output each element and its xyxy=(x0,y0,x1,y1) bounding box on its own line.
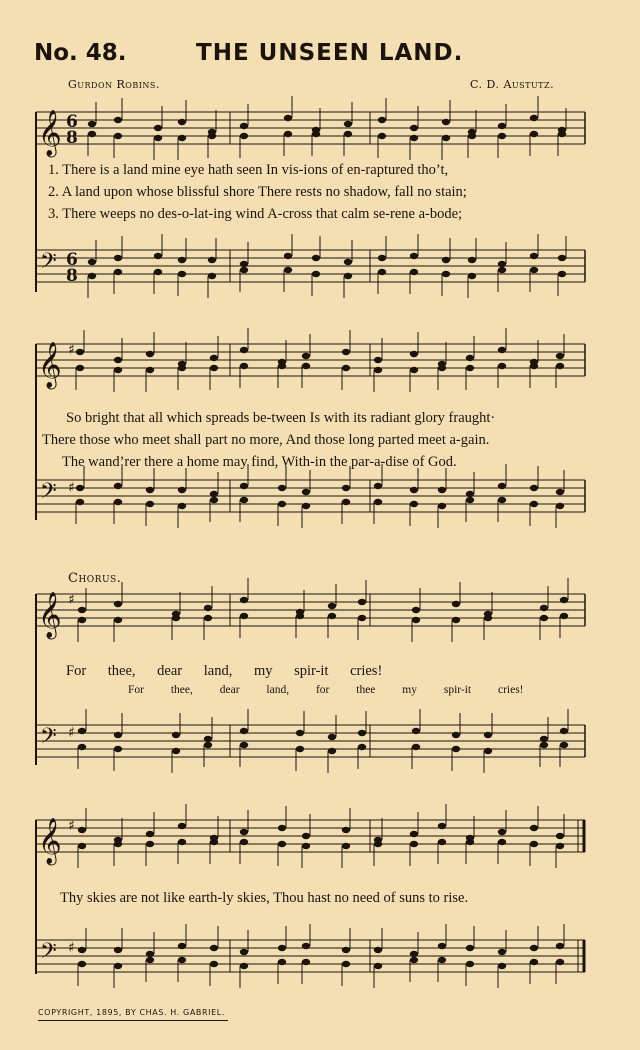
note-head xyxy=(498,829,506,835)
note-head xyxy=(240,839,248,845)
note-head xyxy=(442,257,450,263)
note-head xyxy=(312,131,320,137)
note-head xyxy=(560,742,568,748)
note-head xyxy=(556,489,564,495)
note-head xyxy=(560,728,568,734)
note-head xyxy=(146,501,154,507)
note-head xyxy=(466,497,474,503)
sharp-icon: ♯ xyxy=(68,940,75,956)
note-head xyxy=(410,957,418,963)
note-head xyxy=(358,615,366,621)
note-head xyxy=(498,123,506,129)
bass-clef-icon: 𝄢 xyxy=(40,939,57,969)
note-head xyxy=(146,951,154,957)
note-head xyxy=(530,115,538,121)
note-head xyxy=(240,597,248,603)
note-head xyxy=(556,833,564,839)
note-head xyxy=(344,121,352,127)
note-head xyxy=(78,827,86,833)
note-head xyxy=(78,947,86,953)
note-head xyxy=(114,601,122,607)
sharp-icon: ♯ xyxy=(68,725,75,741)
note-head xyxy=(410,269,418,275)
note-head xyxy=(328,603,336,609)
note-head xyxy=(378,269,386,275)
note-head xyxy=(178,839,186,845)
note-head xyxy=(284,267,292,273)
note-head xyxy=(240,267,248,273)
note-head xyxy=(146,351,154,357)
note-head xyxy=(452,732,460,738)
note-head xyxy=(442,119,450,125)
note-head xyxy=(178,257,186,263)
note-head xyxy=(412,728,420,734)
note-head xyxy=(410,487,418,493)
note-head xyxy=(378,255,386,261)
note-head xyxy=(278,363,286,369)
note-head xyxy=(114,841,122,847)
hymn-title: THE UNSEEN LAND. xyxy=(196,40,464,66)
note-head xyxy=(114,483,122,489)
note-head xyxy=(88,273,96,279)
sharp-icon: ♯ xyxy=(68,342,75,358)
note-head xyxy=(76,499,84,505)
note-head xyxy=(498,497,506,503)
note-head xyxy=(278,959,286,965)
note-head xyxy=(240,261,248,267)
note-head xyxy=(374,841,382,847)
note-head xyxy=(240,742,248,748)
note-head xyxy=(466,945,474,951)
note-head xyxy=(468,133,476,139)
note-head xyxy=(154,125,162,131)
chorus-label: Chorus. xyxy=(68,571,122,586)
note-head xyxy=(530,959,538,965)
note-head xyxy=(498,839,506,845)
note-head xyxy=(498,133,506,139)
note-head xyxy=(302,503,310,509)
note-head xyxy=(530,253,538,259)
note-head xyxy=(78,744,86,750)
chorus-line-1-echo: For thee, dear land, for thee my spir-it cries! xyxy=(128,684,524,696)
note-head xyxy=(76,365,84,371)
note-head xyxy=(498,363,506,369)
note-head xyxy=(556,353,564,359)
note-head xyxy=(530,841,538,847)
note-head xyxy=(114,117,122,123)
note-head xyxy=(410,253,418,259)
chorus-line-1: For thee, dear land, my spir-it cries! xyxy=(66,663,383,679)
note-head xyxy=(342,843,350,849)
note-head xyxy=(358,744,366,750)
note-head xyxy=(438,503,446,509)
note-head xyxy=(468,257,476,263)
note-head xyxy=(410,367,418,373)
note-head xyxy=(78,843,86,849)
note-head xyxy=(278,945,286,951)
note-head xyxy=(146,367,154,373)
note-head xyxy=(410,135,418,141)
note-head xyxy=(466,839,474,845)
note-head xyxy=(342,947,350,953)
treble-clef-icon: 𝄞 xyxy=(38,592,62,638)
note-head xyxy=(374,367,382,373)
note-head xyxy=(78,728,86,734)
verse-1-line-1: 1. There is a land mine eye hath seen In vis-ions of en-raptured tho’t, xyxy=(48,162,449,178)
note-head xyxy=(88,121,96,127)
note-head xyxy=(530,131,538,137)
note-head xyxy=(438,839,446,845)
note-head xyxy=(410,951,418,957)
note-head xyxy=(302,943,310,949)
note-head xyxy=(278,485,286,491)
sharp-icon: ♯ xyxy=(68,480,75,496)
chorus-line-2: Thy skies are not like earth-ly skies, Thou hast no need of suns to rise. xyxy=(60,890,469,906)
note-head xyxy=(114,367,122,373)
bass-clef-icon: 𝄢 xyxy=(40,479,57,509)
note-head xyxy=(296,613,304,619)
note-head xyxy=(302,833,310,839)
note-head xyxy=(114,269,122,275)
svg-text:8: 8 xyxy=(66,266,78,286)
note-head xyxy=(530,945,538,951)
note-head xyxy=(178,957,186,963)
note-head xyxy=(240,497,248,503)
note-head xyxy=(556,943,564,949)
sharp-icon: ♯ xyxy=(68,818,75,834)
note-head xyxy=(452,601,460,607)
note-head xyxy=(210,945,218,951)
note-head xyxy=(466,355,474,361)
note-head xyxy=(114,133,122,139)
verse-2-line-2: There those who meet shall part no more, And those long parted meet a-gain. xyxy=(42,432,490,448)
note-head xyxy=(412,607,420,613)
note-head xyxy=(302,489,310,495)
note-head xyxy=(240,949,248,955)
note-head xyxy=(146,831,154,837)
note-head xyxy=(302,363,310,369)
note-head xyxy=(88,259,96,265)
note-head xyxy=(438,823,446,829)
note-head xyxy=(530,501,538,507)
note-head xyxy=(358,599,366,605)
note-head xyxy=(410,125,418,131)
note-head xyxy=(540,742,548,748)
note-head xyxy=(240,123,248,129)
note-head xyxy=(540,605,548,611)
note-head xyxy=(114,617,122,623)
verse-3-line-1: 3. There weeps no des-o-lat-ing wind A-cross that calm se-rene a-bode; xyxy=(48,206,463,222)
note-head xyxy=(210,491,218,497)
note-head xyxy=(342,349,350,355)
treble-clef-icon: 𝄞 xyxy=(38,110,62,156)
note-head xyxy=(178,487,186,493)
note-head xyxy=(210,839,218,845)
note-head xyxy=(412,617,420,623)
note-head xyxy=(438,365,446,371)
note-head xyxy=(240,483,248,489)
note-head xyxy=(78,617,86,623)
note-head xyxy=(278,825,286,831)
note-head xyxy=(378,133,386,139)
note-head xyxy=(344,259,352,265)
treble-clef-icon: 𝄞 xyxy=(38,342,62,388)
copyright-rule xyxy=(38,1020,228,1021)
note-head xyxy=(204,736,212,742)
note-head xyxy=(530,485,538,491)
note-head xyxy=(374,947,382,953)
note-head xyxy=(114,963,122,969)
note-head xyxy=(146,487,154,493)
note-head xyxy=(342,499,350,505)
note-head xyxy=(210,365,218,371)
note-head xyxy=(466,961,474,967)
note-head xyxy=(284,131,292,137)
note-head xyxy=(78,961,86,967)
note-head xyxy=(204,605,212,611)
note-head xyxy=(484,615,492,621)
note-head xyxy=(498,483,506,489)
note-head xyxy=(178,365,186,371)
svg-text:6: 6 xyxy=(66,250,78,270)
svg-text:6: 6 xyxy=(66,112,78,132)
note-head xyxy=(374,357,382,363)
hymn-number: No. 48. xyxy=(34,40,127,66)
note-head xyxy=(278,841,286,847)
note-head xyxy=(466,491,474,497)
note-head xyxy=(558,271,566,277)
note-head xyxy=(76,485,84,491)
note-head xyxy=(558,255,566,261)
note-head xyxy=(410,831,418,837)
sharp-icon: ♯ xyxy=(68,592,75,608)
note-head xyxy=(530,825,538,831)
note-head xyxy=(240,829,248,835)
note-head xyxy=(498,963,506,969)
note-head xyxy=(146,841,154,847)
note-head xyxy=(442,135,450,141)
note-head xyxy=(240,613,248,619)
svg-text:8: 8 xyxy=(66,128,78,148)
note-head xyxy=(240,347,248,353)
note-head xyxy=(146,957,154,963)
note-head xyxy=(540,615,548,621)
note-head xyxy=(438,957,446,963)
note-head xyxy=(114,732,122,738)
note-head xyxy=(78,607,86,613)
note-head xyxy=(302,843,310,849)
note-head xyxy=(172,748,180,754)
note-head xyxy=(358,730,366,736)
note-head xyxy=(172,615,180,621)
note-head xyxy=(466,365,474,371)
note-head xyxy=(452,617,460,623)
note-head xyxy=(412,744,420,750)
note-head xyxy=(172,732,180,738)
note-head xyxy=(328,748,336,754)
note-head xyxy=(530,363,538,369)
note-head xyxy=(296,746,304,752)
note-head xyxy=(240,728,248,734)
note-head xyxy=(540,736,548,742)
note-head xyxy=(410,351,418,357)
verse-3-line-2: The wand’rer there a home may find, With-in the par-a-dise of God. xyxy=(62,454,457,470)
note-head xyxy=(210,355,218,361)
note-head xyxy=(178,503,186,509)
words-credit: Gurdon Robins. xyxy=(68,78,160,91)
copyright-notice: COPYRIGHT, 1895, BY CHAS. H. GABRIEL. xyxy=(38,1008,225,1017)
note-head xyxy=(114,746,122,752)
verse-1-line-2: So bright that all which spreads be-tween Is with its radiant glory fraught· xyxy=(66,410,496,426)
note-head xyxy=(312,271,320,277)
note-head xyxy=(484,748,492,754)
note-head xyxy=(154,135,162,141)
note-head xyxy=(178,823,186,829)
note-head xyxy=(410,841,418,847)
note-head xyxy=(556,959,564,965)
note-head xyxy=(342,961,350,967)
note-head xyxy=(374,963,382,969)
note-head xyxy=(204,742,212,748)
note-head xyxy=(302,353,310,359)
note-head xyxy=(208,273,216,279)
note-head xyxy=(498,949,506,955)
note-head xyxy=(498,347,506,353)
note-head xyxy=(498,261,506,267)
note-head xyxy=(114,499,122,505)
treble-clef-icon: 𝄞 xyxy=(38,818,62,864)
note-head xyxy=(530,267,538,273)
note-head xyxy=(240,133,248,139)
note-head xyxy=(240,963,248,969)
note-head xyxy=(344,131,352,137)
note-head xyxy=(208,133,216,139)
note-head xyxy=(342,365,350,371)
note-head xyxy=(342,485,350,491)
note-head xyxy=(312,255,320,261)
note-head xyxy=(342,827,350,833)
note-head xyxy=(556,843,564,849)
note-head xyxy=(558,131,566,137)
note-head xyxy=(76,349,84,355)
note-head xyxy=(154,253,162,259)
note-head xyxy=(278,501,286,507)
note-head xyxy=(240,363,248,369)
bass-clef-icon: 𝄢 xyxy=(40,724,57,754)
note-head xyxy=(154,269,162,275)
note-head xyxy=(178,271,186,277)
note-head xyxy=(302,959,310,965)
note-head xyxy=(210,497,218,503)
note-head xyxy=(328,734,336,740)
note-head xyxy=(452,746,460,752)
note-head xyxy=(374,499,382,505)
note-head xyxy=(378,117,386,123)
note-head xyxy=(344,273,352,279)
note-head xyxy=(88,131,96,137)
note-head xyxy=(556,503,564,509)
note-head xyxy=(114,947,122,953)
note-head xyxy=(284,115,292,121)
note-head xyxy=(208,257,216,263)
verse-2-line-1: 2. A land upon whose blissful shore There rests no shadow, fall no stain; xyxy=(48,184,467,200)
note-head xyxy=(178,119,186,125)
note-head xyxy=(328,613,336,619)
note-head xyxy=(410,501,418,507)
note-head xyxy=(498,267,506,273)
note-head xyxy=(114,357,122,363)
note-head xyxy=(210,961,218,967)
note-head xyxy=(178,135,186,141)
note-head xyxy=(484,732,492,738)
note-head xyxy=(556,363,564,369)
note-head xyxy=(560,613,568,619)
note-head xyxy=(296,730,304,736)
note-head xyxy=(114,255,122,261)
note-head xyxy=(284,253,292,259)
note-head xyxy=(442,271,450,277)
note-head xyxy=(438,943,446,949)
music-system-2 xyxy=(0,330,640,530)
note-head xyxy=(560,597,568,603)
music-credit: C. D. Austutz. xyxy=(470,78,555,91)
note-head xyxy=(438,487,446,493)
music-system-3 xyxy=(0,580,640,780)
note-head xyxy=(204,615,212,621)
note-head xyxy=(374,483,382,489)
bass-clef-icon: 𝄢 xyxy=(40,249,57,279)
note-head xyxy=(468,273,476,279)
note-head xyxy=(178,943,186,949)
